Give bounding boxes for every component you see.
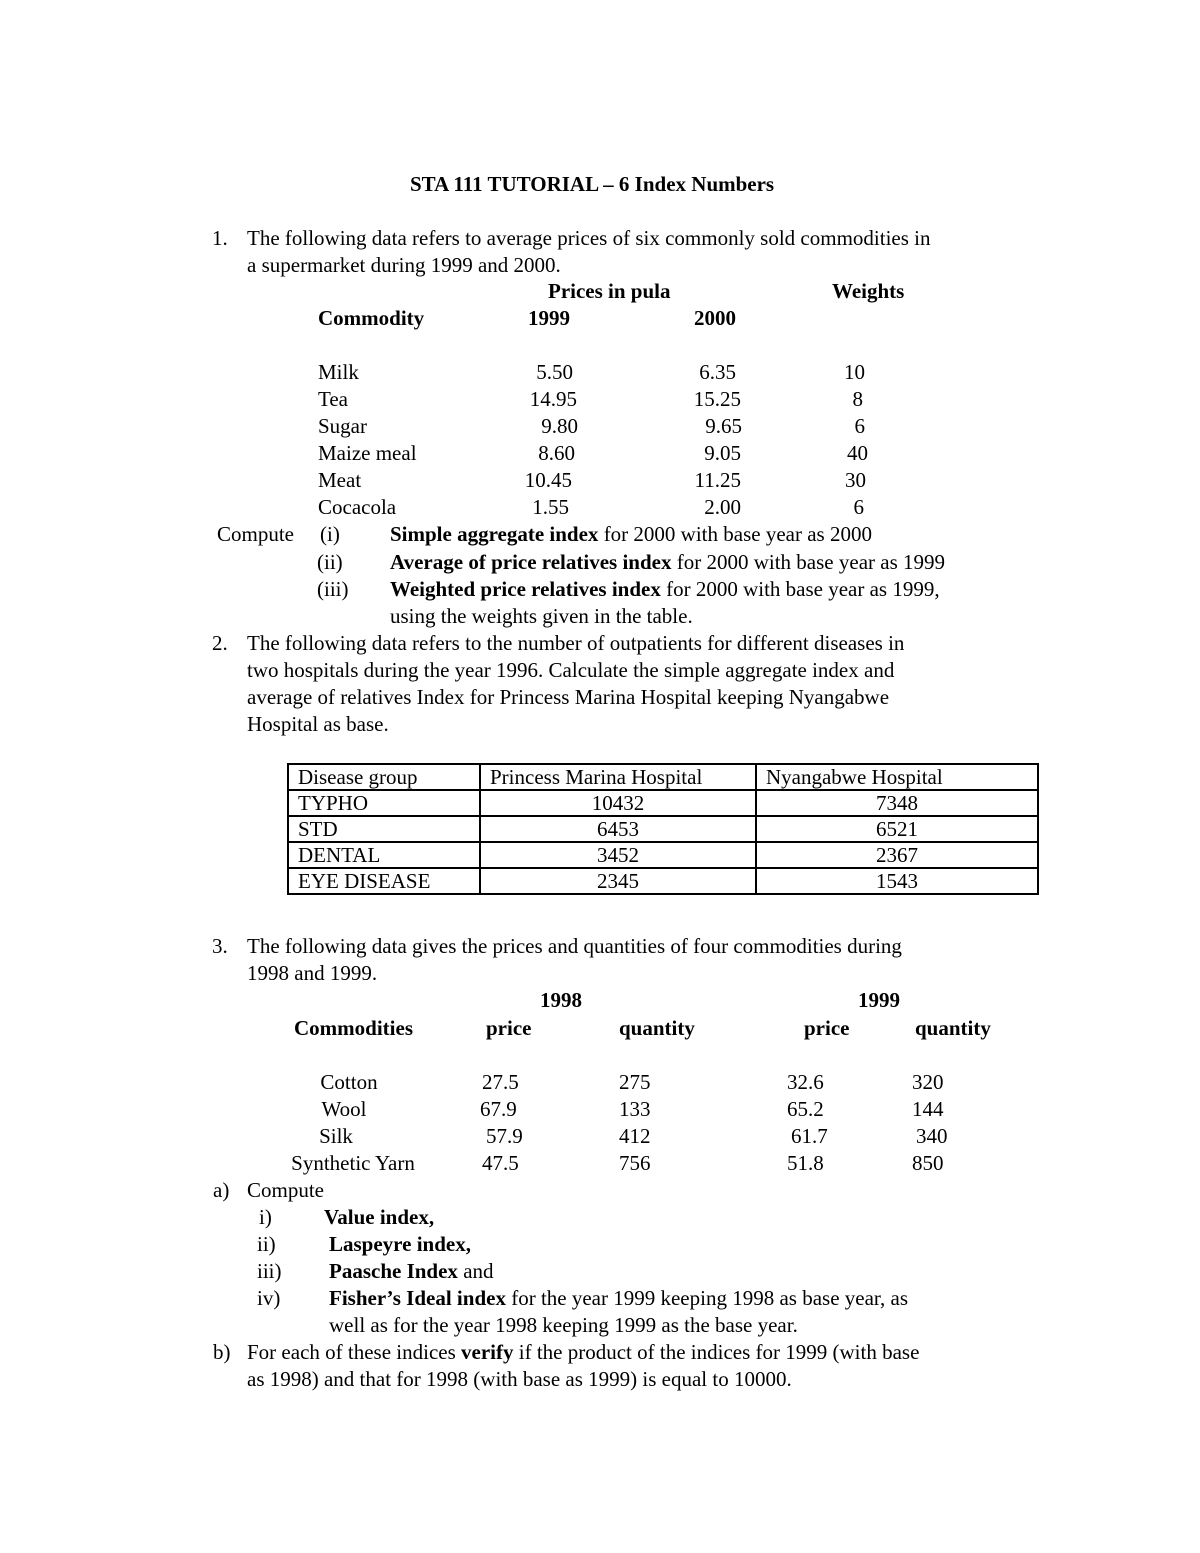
q2-cell-princess: 6453 xyxy=(480,816,756,842)
q3-row-price99: 61.7 xyxy=(791,1124,828,1148)
q1-item-text xyxy=(390,524,872,545)
q3-text-line2: 1998 and 1999. xyxy=(247,961,378,985)
q1-row-2000: 9.05 xyxy=(704,441,741,465)
q3-row-qty99: 144 xyxy=(912,1097,944,1121)
q3-sub-item-text xyxy=(329,1261,494,1282)
q3-sub-item-bold: Fisher’s Ideal index xyxy=(329,1286,506,1310)
q1-header-prices: Prices in pula xyxy=(548,279,671,303)
q1-row-2000: 15.25 xyxy=(693,387,741,411)
q1-row-name: Cocacola xyxy=(318,495,397,519)
q3-part-b-pre: For each of these indices xyxy=(247,1340,462,1364)
q2-table xyxy=(287,763,1039,895)
q3-row-qty98: 412 xyxy=(619,1124,651,1148)
q1-item-rest: for 2000 with base year as 2000 xyxy=(598,522,872,546)
q1-item-text xyxy=(390,552,945,573)
q1-row-1999: 8.60 xyxy=(538,441,575,465)
q1-row-weight: 6 xyxy=(853,495,864,519)
q1-row-1999: 14.95 xyxy=(529,387,577,411)
q2-table-header-row xyxy=(288,764,1038,790)
q1-item-rest: for 2000 with base year as 1999 xyxy=(671,550,945,574)
q1-header-1999: 1999 xyxy=(528,306,570,330)
q1-item-number: (i) xyxy=(320,522,340,546)
q2-cell-nyangabwe: 2367 xyxy=(756,842,1038,868)
q1-number: 1. xyxy=(212,226,228,250)
q1-row-name: Milk xyxy=(318,360,359,384)
q1-item-bold: Weighted price relatives index xyxy=(390,577,661,601)
q2-text-line: Hospital as base. xyxy=(247,712,389,736)
page-title: STA 111 TUTORIAL – 6 Index Numbers xyxy=(410,172,775,196)
q3-row-qty98: 275 xyxy=(619,1070,651,1094)
q1-row-name: Tea xyxy=(318,387,349,411)
q3-row-qty99: 320 xyxy=(912,1070,944,1094)
q3-header-price-1998: price xyxy=(486,1016,532,1040)
q1-header-commodity: Commodity xyxy=(318,306,425,330)
q3-row-qty98: 133 xyxy=(619,1097,651,1121)
q3-part-b-bold: verify xyxy=(461,1340,514,1364)
q3-part-a-label: a) xyxy=(213,1178,230,1202)
q3-row-name: Silk xyxy=(319,1124,353,1148)
q3-part-b-text xyxy=(247,1342,919,1363)
q1-item-bold: Simple aggregate index xyxy=(390,522,599,546)
q3-part-b-line2: as 1998) and that for 1998 (with base as 1999) is equal to 10000. xyxy=(247,1367,792,1391)
q3-row-price98: 47.5 xyxy=(482,1151,519,1175)
q3-sub-item-rest: for the year 1999 keeping 1998 as base year, as xyxy=(505,1286,909,1310)
q3-header-quantity-1999: quantity xyxy=(915,1016,991,1040)
q2-number: 2. xyxy=(212,631,228,655)
q3-row-price98: 67.9 xyxy=(480,1097,517,1121)
table-row xyxy=(288,868,1038,894)
q3-header-commodities: Commodities xyxy=(294,1016,413,1040)
q3-sub-item-number: ii) xyxy=(257,1232,276,1256)
q1-row-2000: 6.35 xyxy=(699,360,736,384)
q1-row-weight: 10 xyxy=(844,360,865,384)
q3-row-price99: 32.6 xyxy=(787,1070,824,1094)
q3-text-line1: The following data gives the prices and quantities of four commodities during xyxy=(247,934,902,958)
q1-compute-label: Compute xyxy=(217,522,294,546)
q1-row-2000: 11.25 xyxy=(694,468,741,492)
q2-cell-princess: 10432 xyxy=(480,790,756,816)
q1-item-bold: Average of price relatives index xyxy=(390,550,672,574)
q1-row-weight: 6 xyxy=(854,414,865,438)
q1-item3-continuation: using the weights given in the table. xyxy=(390,604,693,628)
q1-text-line1: The following data refers to average prices of six commonly sold commodities in xyxy=(247,226,931,250)
q3-sub-item-text xyxy=(329,1288,908,1309)
q1-text-line2: a supermarket during 1999 and 2000. xyxy=(247,253,561,277)
q1-header-weights: Weights xyxy=(832,279,905,303)
q2-cell-nyangabwe: 6521 xyxy=(756,816,1038,842)
table-row xyxy=(288,816,1038,842)
q3-part-b-post: if the product of the indices for 1999 (with base xyxy=(513,1340,920,1364)
q2-cell-disease: EYE DISEASE xyxy=(288,868,480,894)
q3-part-b-label: b) xyxy=(213,1340,231,1364)
q1-item-number: (ii) xyxy=(317,550,343,574)
q3-sub-item-bold: Paasche Index xyxy=(329,1259,458,1283)
q2-header-disease: Disease group xyxy=(288,764,480,790)
q1-item-rest: for 2000 with base year as 1999, xyxy=(660,577,940,601)
q3-row-price99: 51.8 xyxy=(787,1151,824,1175)
q3-row-name: Synthetic Yarn xyxy=(291,1151,415,1175)
q3-sub-item-bold: Value index, xyxy=(324,1205,435,1229)
q3-sub-item4-continuation: well as for the year 1998 keeping 1999 as the base year. xyxy=(329,1313,798,1337)
table-row xyxy=(288,790,1038,816)
q1-row-weight: 8 xyxy=(852,387,863,411)
q1-row-name: Maize meal xyxy=(318,441,417,465)
q3-row-qty98: 756 xyxy=(619,1151,651,1175)
q3-header-quantity-1998: quantity xyxy=(619,1016,695,1040)
q1-item-number: (iii) xyxy=(317,577,349,601)
q1-row-1999: 5.50 xyxy=(536,360,573,384)
q1-row-name: Meat xyxy=(318,468,362,492)
q3-number: 3. xyxy=(212,934,228,958)
q3-sub-item-bold: Laspeyre index, xyxy=(329,1232,471,1256)
q1-item-text xyxy=(390,579,940,600)
q3-row-qty99: 850 xyxy=(912,1151,944,1175)
q1-row-1999: 10.45 xyxy=(524,468,572,492)
q3-header-year1998: 1998 xyxy=(540,988,582,1012)
q3-header-year1999: 1999 xyxy=(858,988,900,1012)
q3-row-qty99: 340 xyxy=(916,1124,948,1148)
q3-sub-item-text xyxy=(329,1234,471,1255)
q3-sub-item-number: iv) xyxy=(257,1286,281,1310)
q2-header-princess: Princess Marina Hospital xyxy=(480,764,756,790)
q1-row-1999: 9.80 xyxy=(541,414,578,438)
q3-row-price98: 57.9 xyxy=(486,1124,523,1148)
q2-cell-princess: 2345 xyxy=(480,868,756,894)
q2-cell-nyangabwe: 1543 xyxy=(756,868,1038,894)
q2-cell-nyangabwe: 7348 xyxy=(756,790,1038,816)
q2-header-nyangabwe: Nyangabwe Hospital xyxy=(756,764,1038,790)
q1-row-name: Sugar xyxy=(318,414,367,438)
table-row xyxy=(288,842,1038,868)
q2-cell-disease: STD xyxy=(288,816,480,842)
q3-sub-item-rest: and xyxy=(457,1259,494,1283)
q1-row-2000: 9.65 xyxy=(705,414,742,438)
q3-row-name: Cotton xyxy=(320,1070,378,1094)
q1-row-2000: 2.00 xyxy=(704,495,741,519)
q2-text-line: two hospitals during the year 1996. Calculate the simple aggregate index and xyxy=(247,658,895,682)
q3-header-price-1999: price xyxy=(804,1016,850,1040)
q3-row-name: Wool xyxy=(321,1097,367,1121)
q1-header-2000: 2000 xyxy=(694,306,736,330)
q3-row-price98: 27.5 xyxy=(482,1070,519,1094)
q3-sub-item-number: i) xyxy=(259,1205,272,1229)
q2-cell-disease: TYPHO xyxy=(288,790,480,816)
q2-text-line: The following data refers to the number of outpatients for different diseases in xyxy=(247,631,905,655)
q3-sub-item-text xyxy=(324,1207,434,1228)
q1-row-weight: 30 xyxy=(845,468,866,492)
q1-row-1999: 1.55 xyxy=(532,495,569,519)
q2-text-line: average of relatives Index for Princess Marina Hospital keeping Nyangabwe xyxy=(247,685,890,709)
q3-sub-item-number: iii) xyxy=(257,1259,282,1283)
q3-part-a-text: Compute xyxy=(247,1178,324,1202)
q1-row-weight: 40 xyxy=(847,441,868,465)
q2-cell-disease: DENTAL xyxy=(288,842,480,868)
q3-row-price99: 65.2 xyxy=(787,1097,824,1121)
q2-cell-princess: 3452 xyxy=(480,842,756,868)
